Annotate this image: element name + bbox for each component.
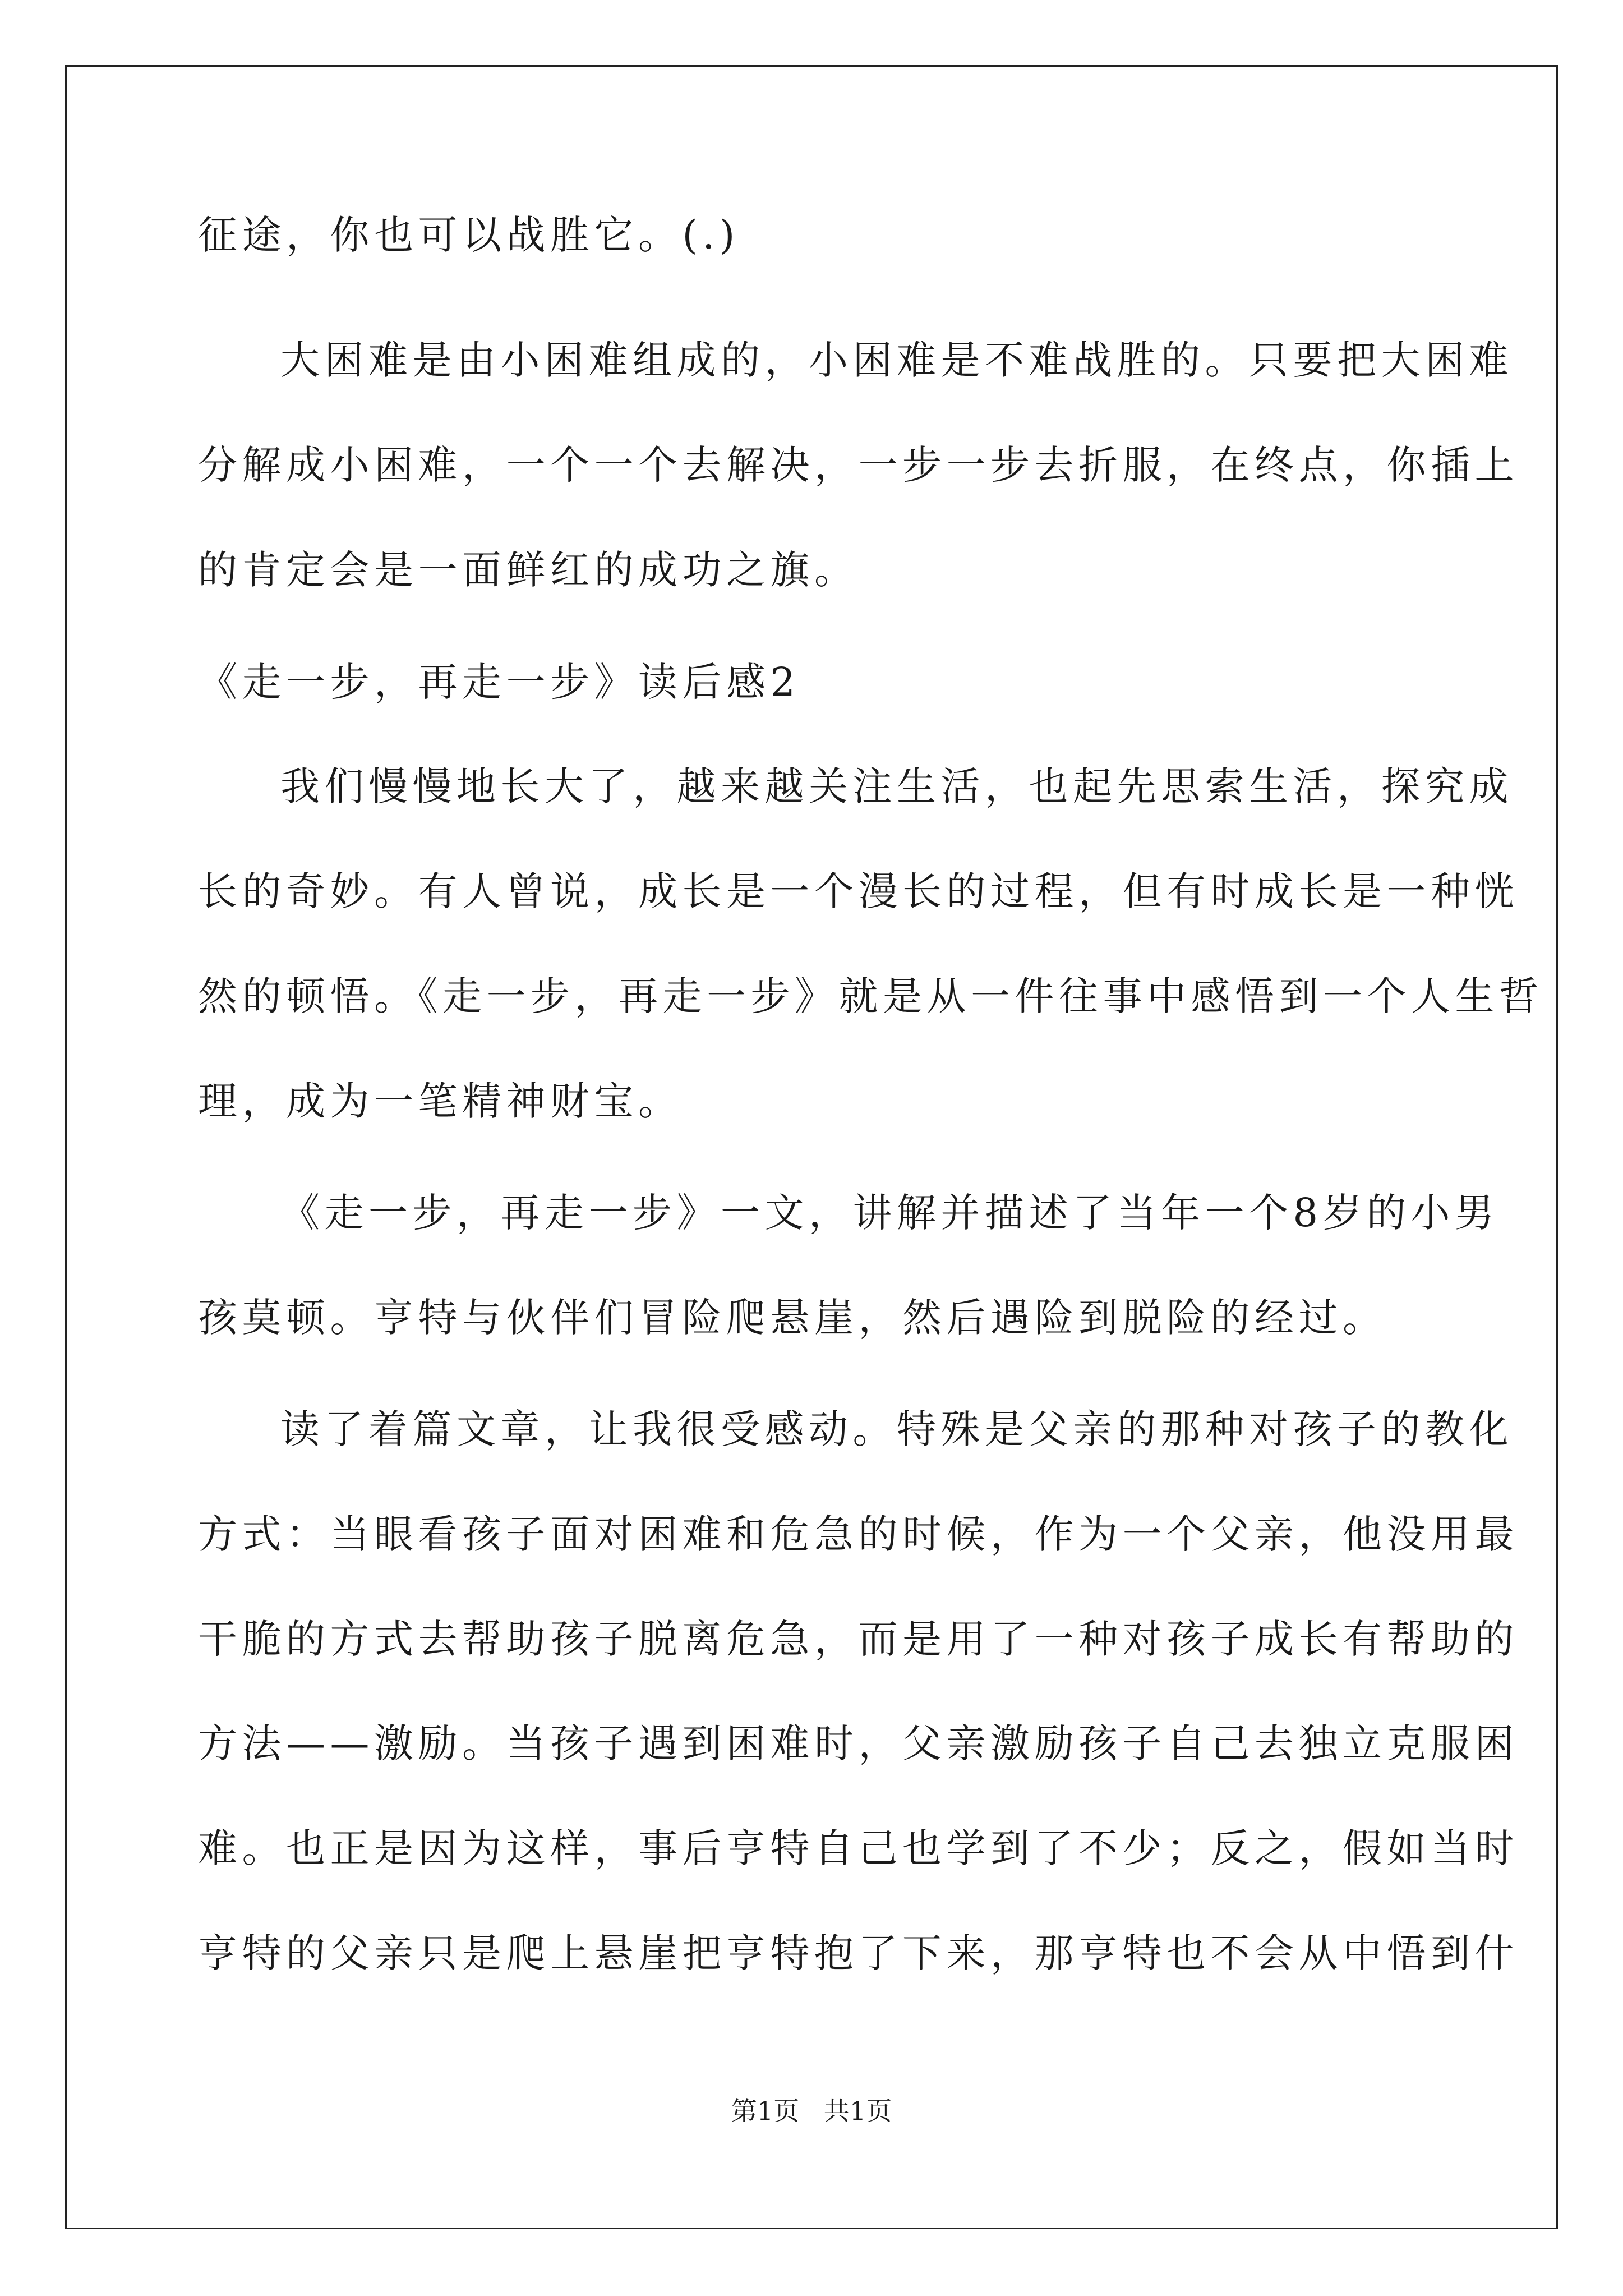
text-line: 长的奇妙。有人曾说，成长是一个漫长的过程，但有时成长是一种恍 [198,868,1519,914]
paragraph-start: 《走一步，再走一步》一文，讲解并描述了当年一个8岁的小男 [280,1190,1499,1236]
text-line: 孩莫顿。亨特与伙伴们冒险爬悬崖，然后遇险到脱险的经过。 [198,1295,1387,1341]
text-line: 难。也正是因为这样，事后亨特自己也学到了不少；反之，假如当时 [198,1825,1519,1871]
text-line: 亨特的父亲只是爬上悬崖把亨特抱了下来，那亨特也不会从中悟到什 [198,1930,1519,1976]
page-border [65,65,1558,2229]
text-line: 理，成为一笔精神财宝。 [198,1078,683,1124]
section-heading: 《走一步，再走一步》读后感2 [198,659,800,705]
text-line: 的肯定会是一面鲜红的成功之旗。 [198,547,859,593]
paragraph-start: 读了着篇文章，让我很受感动。特殊是父亲的那种对孩子的教化 [280,1406,1513,1452]
paragraph-start: 我们慢慢地长大了，越来越关注生活，也起先思索生活，探究成 [280,763,1513,809]
text-line: 方式：当眼看孩子面对困难和危急的时候，作为一个父亲，他没用最 [198,1511,1519,1557]
text-line: 然的顿悟。《走一步，再走一步》就是从一件往事中感悟到一个人生哲 [198,973,1543,1019]
page-footer: 第1页 共1页 [731,2096,892,2126]
text-line: 分解成小困难，一个一个去解决，一步一步去折服，在终点，你插上 [198,442,1519,488]
paragraph-start: 大困难是由小困难组成的，小困难是不难战胜的。只要把大困难 [280,337,1513,383]
text-line: 方法——激励。当孩子遇到困难时，父亲激励孩子自己去独立克服困 [198,1720,1519,1766]
text-line: 征途，你也可以战胜它。(.) [198,212,740,258]
text-line: 干脆的方式去帮助孩子脱离危急，而是用了一种对孩子成长有帮助的 [198,1616,1519,1662]
